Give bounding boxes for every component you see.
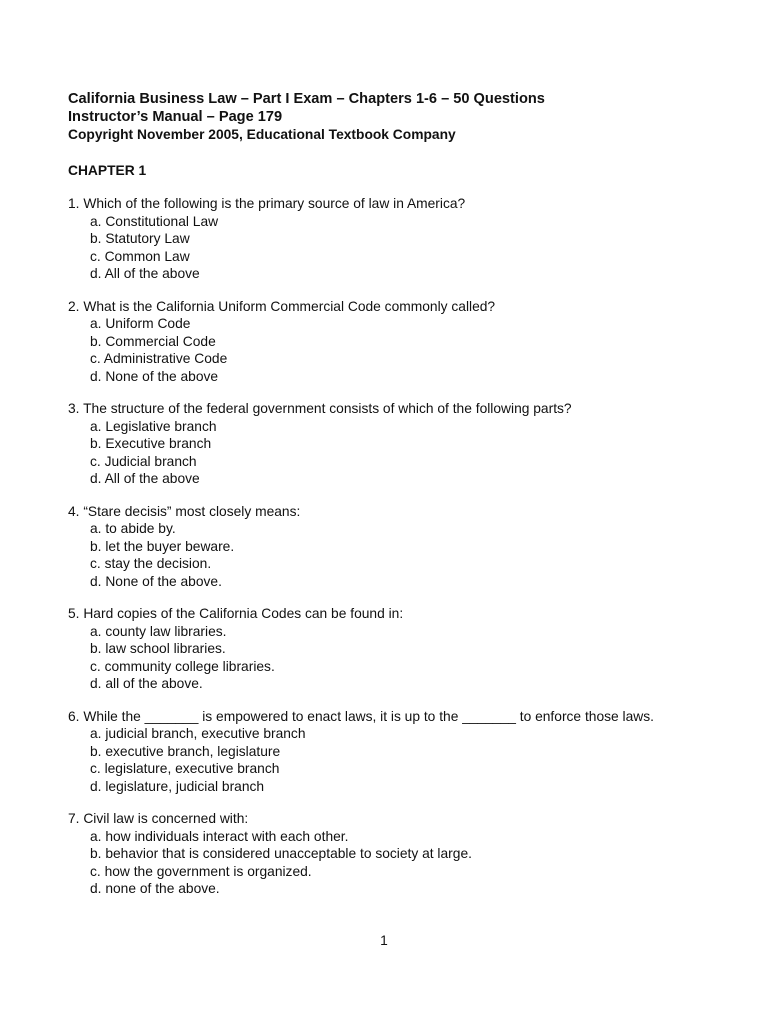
answer-option: c. stay the decision.: [90, 556, 212, 571]
answer-option: a. county law libraries.: [90, 623, 227, 639]
question-item: [68, 605, 708, 693]
answer-option: b. behavior that is considered unacceptable to society at large.: [90, 846, 472, 861]
answer-option: d. None of the above: [90, 368, 219, 384]
question-text: 2. What is the California Uniform Commercial Code commonly called?: [68, 298, 496, 314]
answer-option: c. Administrative Code: [90, 351, 228, 366]
answer-option: a. Constitutional Law: [90, 213, 219, 229]
answer-option: d. All of the above: [90, 471, 200, 486]
answer-option: b. executive branch, legislature: [90, 743, 281, 759]
answer-option: b. Executive branch: [90, 436, 212, 451]
question-text: 4. “Stare decisis” most closely means:: [68, 503, 301, 519]
chapter-heading: CHAPTER 1: [68, 163, 147, 178]
answer-option: c. how the government is organized.: [90, 863, 312, 879]
answer-option: b. law school libraries.: [90, 641, 226, 656]
answer-option: d. None of the above.: [90, 573, 222, 589]
question-item: [68, 810, 708, 898]
question-item: [68, 503, 708, 591]
document-title: California Business Law – Part I Exam – Chapters 1-6 – 50 Questions: [68, 91, 545, 107]
exam-page: [68, 90, 708, 913]
copyright-line: Copyright November 2005, Educational Textbook Company: [68, 127, 456, 142]
answer-option: b. let the buyer beware.: [90, 538, 235, 554]
question-text: 1. Which of the following is the primary source of law in America?: [68, 196, 466, 211]
question-item: [68, 708, 708, 796]
answer-option: d. legislature, judicial branch: [90, 778, 265, 794]
answer-option: b. Commercial Code: [90, 333, 216, 349]
question-text: 6. While the _______ is empowered to enact laws, it is up to the _______ to enforce those laws.: [68, 708, 654, 724]
answer-option: b. Statutory Law: [90, 231, 190, 246]
page-number: [0, 932, 768, 950]
answer-option: a. how individuals interact with each other.: [90, 828, 349, 844]
question-item: [68, 195, 708, 283]
document-subtitle: Instructor’s Manual – Page 179: [68, 109, 283, 125]
question-item: [68, 400, 708, 488]
answer-option: a. judicial branch, executive branch: [90, 726, 306, 741]
answer-option: c. community college libraries.: [90, 658, 275, 674]
answer-option: a. Uniform Code: [90, 316, 191, 331]
question-text: 5. Hard copies of the California Codes can be found in:: [68, 606, 404, 621]
question-text: 3. The structure of the federal government consists of which of the following parts?: [68, 401, 572, 416]
question-text: 7. Civil law is concerned with:: [68, 811, 249, 826]
answer-option: a. to abide by.: [90, 521, 176, 536]
answer-option: a. Legislative branch: [90, 418, 217, 434]
answer-option: d. none of the above.: [90, 881, 220, 896]
answer-option: c. legislature, executive branch: [90, 761, 280, 776]
answer-option: c. Common Law: [90, 248, 190, 264]
answer-option: c. Judicial branch: [90, 453, 197, 469]
page-number-text: 1: [380, 933, 388, 948]
answer-option: d. All of the above: [90, 266, 200, 281]
question-item: [68, 298, 708, 386]
answer-option: d. all of the above.: [90, 676, 203, 691]
question-list: [68, 195, 708, 898]
